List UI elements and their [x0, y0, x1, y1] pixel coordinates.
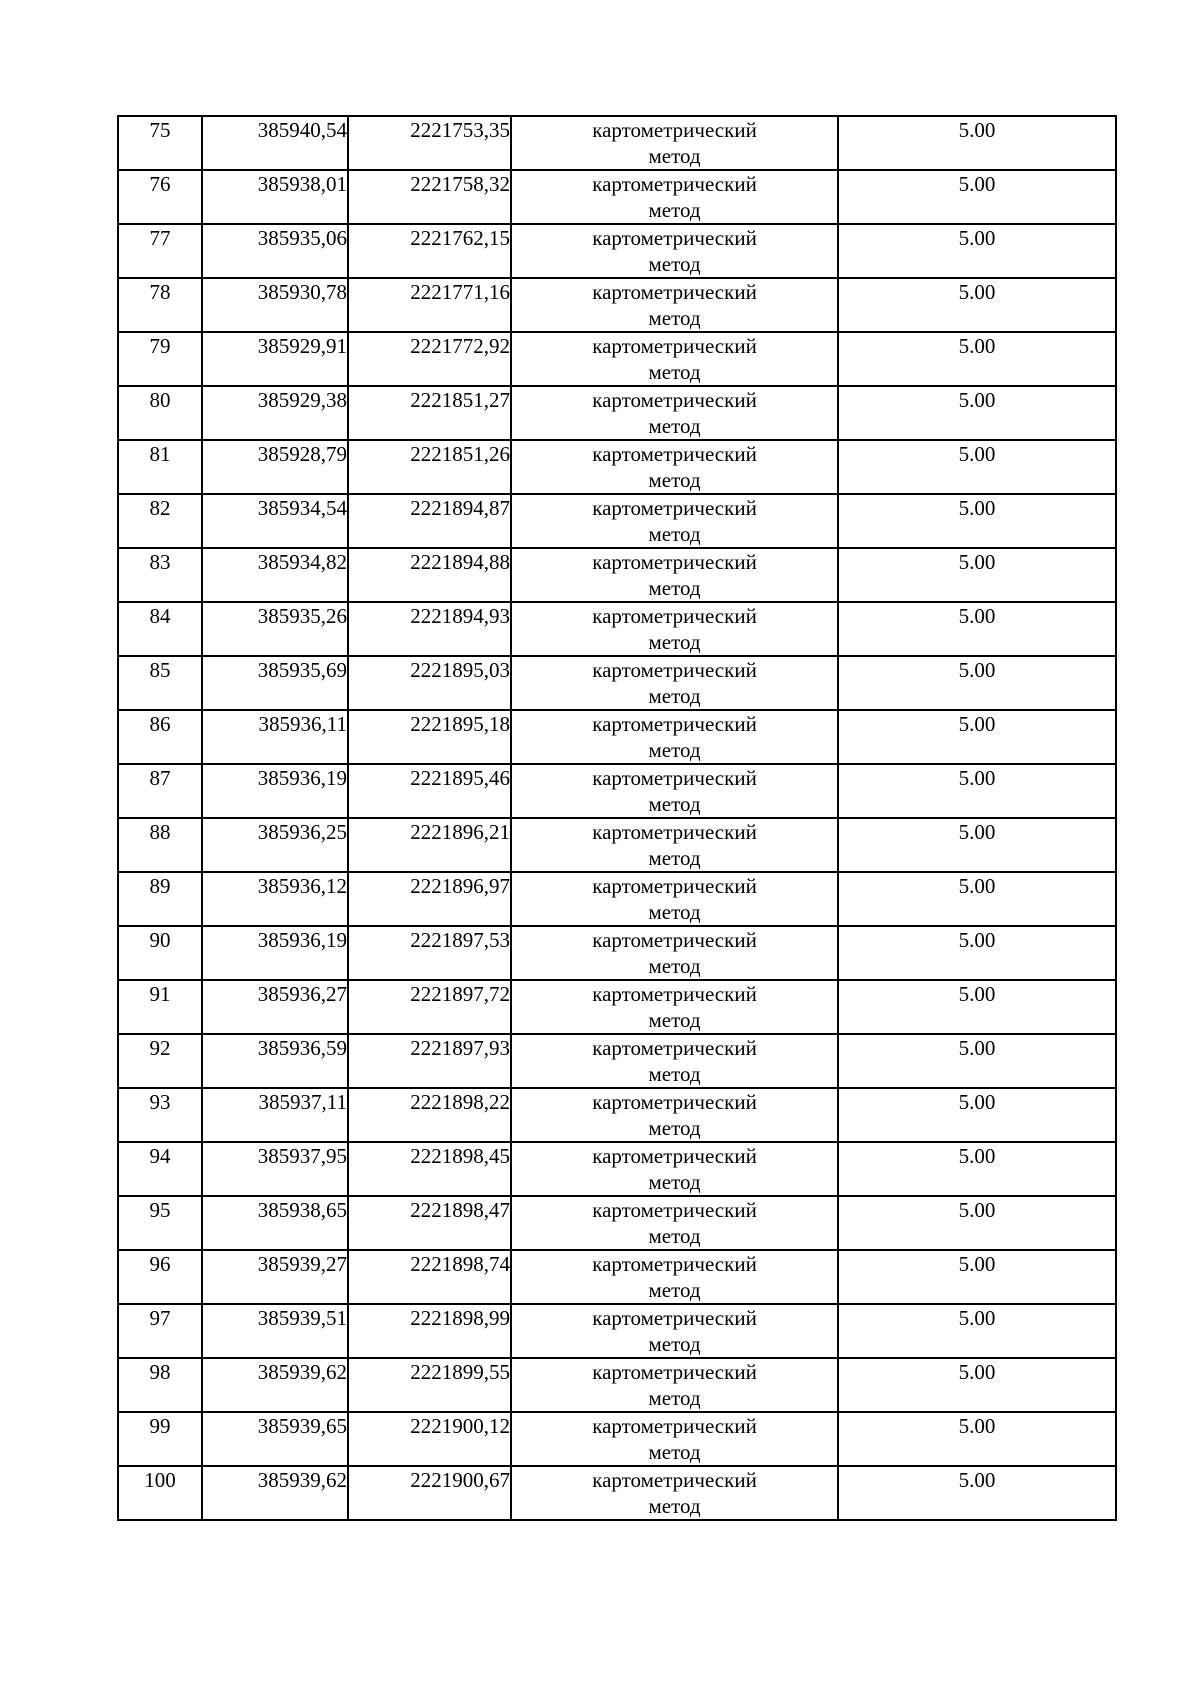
method-cell: [511, 1412, 838, 1466]
table-row: [118, 980, 1116, 1034]
method-text-line2: метод: [648, 846, 701, 870]
accuracy-cell: 5.00: [838, 1196, 1116, 1250]
method-text-line1: картометрический: [592, 1036, 757, 1060]
y-coordinate-cell: 2221898,22: [348, 1088, 511, 1142]
accuracy-cell: 5.00: [838, 872, 1116, 926]
y-coordinate-cell: 2221896,97: [348, 872, 511, 926]
point-number-cell: 90: [118, 926, 202, 980]
method-text-line1: картометрический: [592, 1468, 757, 1492]
method-text-line2: метод: [648, 792, 701, 816]
x-coordinate-cell: 385936,25: [202, 818, 348, 872]
accuracy-cell: 5.00: [838, 1304, 1116, 1358]
method-text-line2: метод: [648, 630, 701, 654]
accuracy-cell: 5.00: [838, 1358, 1116, 1412]
point-number-cell: 81: [118, 440, 202, 494]
method-text-line2: метод: [648, 1332, 701, 1356]
y-coordinate-cell: 2221897,93: [348, 1034, 511, 1088]
table-row: [118, 872, 1116, 926]
x-coordinate-cell: 385936,19: [202, 764, 348, 818]
method-text-line1: картометрический: [592, 442, 757, 466]
point-number-cell: 93: [118, 1088, 202, 1142]
accuracy-cell: 5.00: [838, 494, 1116, 548]
table-row: [118, 278, 1116, 332]
method-cell: [511, 1088, 838, 1142]
method-cell: [511, 926, 838, 980]
point-number-cell: 80: [118, 386, 202, 440]
method-cell: [511, 170, 838, 224]
method-text-line1: картометрический: [592, 604, 757, 628]
method-text-line1: картометрический: [592, 280, 757, 304]
accuracy-cell: 5.00: [838, 656, 1116, 710]
method-text-line2: метод: [648, 252, 701, 276]
accuracy-cell: 5.00: [838, 386, 1116, 440]
point-number-cell: 85: [118, 656, 202, 710]
table-row: [118, 602, 1116, 656]
point-number-cell: 86: [118, 710, 202, 764]
method-text-line2: метод: [648, 738, 701, 762]
x-coordinate-cell: 385939,65: [202, 1412, 348, 1466]
point-number-cell: 87: [118, 764, 202, 818]
method-text-line1: картометрический: [592, 874, 757, 898]
x-coordinate-cell: 385940,54: [202, 116, 348, 170]
point-number-cell: 98: [118, 1358, 202, 1412]
method-cell: [511, 656, 838, 710]
x-coordinate-cell: 385935,69: [202, 656, 348, 710]
method-cell: [511, 980, 838, 1034]
point-number-cell: 97: [118, 1304, 202, 1358]
table-row: [118, 1412, 1116, 1466]
method-cell: [511, 872, 838, 926]
y-coordinate-cell: 2221896,21: [348, 818, 511, 872]
x-coordinate-cell: 385936,11: [202, 710, 348, 764]
y-coordinate-cell: 2221772,92: [348, 332, 511, 386]
method-text-line1: картометрический: [592, 820, 757, 844]
x-coordinate-cell: 385935,26: [202, 602, 348, 656]
method-text-line2: метод: [648, 522, 701, 546]
accuracy-cell: 5.00: [838, 1088, 1116, 1142]
point-number-cell: 83: [118, 548, 202, 602]
method-cell: [511, 332, 838, 386]
x-coordinate-cell: 385934,82: [202, 548, 348, 602]
method-text-line1: картометрический: [592, 1198, 757, 1222]
table-row: [118, 1142, 1116, 1196]
method-text-line2: метод: [648, 1278, 701, 1302]
point-number-cell: 75: [118, 116, 202, 170]
method-text-line1: картометрический: [592, 1306, 757, 1330]
coordinates-table-body: [118, 116, 1116, 1520]
method-text-line1: картометрический: [592, 712, 757, 736]
point-number-cell: 92: [118, 1034, 202, 1088]
x-coordinate-cell: 385939,27: [202, 1250, 348, 1304]
method-text-line2: метод: [648, 306, 701, 330]
y-coordinate-cell: 2221898,99: [348, 1304, 511, 1358]
x-coordinate-cell: 385937,11: [202, 1088, 348, 1142]
method-text-line2: метод: [648, 1170, 701, 1194]
method-text-line1: картометрический: [592, 766, 757, 790]
y-coordinate-cell: 2221897,53: [348, 926, 511, 980]
x-coordinate-cell: 385938,65: [202, 1196, 348, 1250]
x-coordinate-cell: 385938,01: [202, 170, 348, 224]
accuracy-cell: 5.00: [838, 1466, 1116, 1520]
x-coordinate-cell: 385928,79: [202, 440, 348, 494]
y-coordinate-cell: 2221898,47: [348, 1196, 511, 1250]
y-coordinate-cell: 2221758,32: [348, 170, 511, 224]
table-row: [118, 548, 1116, 602]
method-text-line2: метод: [648, 1386, 701, 1410]
method-cell: [511, 440, 838, 494]
method-cell: [511, 1250, 838, 1304]
x-coordinate-cell: 385936,19: [202, 926, 348, 980]
y-coordinate-cell: 2221900,67: [348, 1466, 511, 1520]
accuracy-cell: 5.00: [838, 980, 1116, 1034]
y-coordinate-cell: 2221894,87: [348, 494, 511, 548]
method-cell: [511, 494, 838, 548]
point-number-cell: 89: [118, 872, 202, 926]
table-row: [118, 1196, 1116, 1250]
method-text-line1: картометрический: [592, 928, 757, 952]
method-text-line1: картометрический: [592, 226, 757, 250]
point-number-cell: 79: [118, 332, 202, 386]
accuracy-cell: 5.00: [838, 602, 1116, 656]
x-coordinate-cell: 385929,91: [202, 332, 348, 386]
accuracy-cell: 5.00: [838, 818, 1116, 872]
method-text-line2: метод: [648, 1062, 701, 1086]
method-text-line1: картометрический: [592, 334, 757, 358]
table-row: [118, 1250, 1116, 1304]
table-row: [118, 656, 1116, 710]
y-coordinate-cell: 2221895,46: [348, 764, 511, 818]
x-coordinate-cell: 385936,27: [202, 980, 348, 1034]
point-number-cell: 77: [118, 224, 202, 278]
accuracy-cell: 5.00: [838, 224, 1116, 278]
y-coordinate-cell: 2221753,35: [348, 116, 511, 170]
y-coordinate-cell: 2221771,16: [348, 278, 511, 332]
x-coordinate-cell: 385939,62: [202, 1466, 348, 1520]
method-text-line1: картометрический: [592, 1252, 757, 1276]
y-coordinate-cell: 2221851,26: [348, 440, 511, 494]
table-row: [118, 1304, 1116, 1358]
method-cell: [511, 224, 838, 278]
method-text-line2: метод: [648, 684, 701, 708]
table-row: [118, 1466, 1116, 1520]
method-text-line1: картометрический: [592, 118, 757, 142]
point-number-cell: 88: [118, 818, 202, 872]
method-cell: [511, 386, 838, 440]
method-text-line1: картометрический: [592, 388, 757, 412]
accuracy-cell: 5.00: [838, 440, 1116, 494]
accuracy-cell: 5.00: [838, 116, 1116, 170]
accuracy-cell: 5.00: [838, 926, 1116, 980]
method-text-line1: картометрический: [592, 1360, 757, 1384]
table-row: [118, 170, 1116, 224]
method-cell: [511, 1304, 838, 1358]
coordinates-table: [117, 115, 1117, 1521]
method-text-line2: метод: [648, 954, 701, 978]
table-row: [118, 710, 1116, 764]
method-cell: [511, 548, 838, 602]
accuracy-cell: 5.00: [838, 710, 1116, 764]
table-row: [118, 332, 1116, 386]
method-text-line1: картометрический: [592, 1090, 757, 1114]
accuracy-cell: 5.00: [838, 1412, 1116, 1466]
point-number-cell: 95: [118, 1196, 202, 1250]
method-text-line1: картометрический: [592, 172, 757, 196]
point-number-cell: 78: [118, 278, 202, 332]
method-cell: [511, 278, 838, 332]
method-cell: [511, 1358, 838, 1412]
method-text-line1: картометрический: [592, 982, 757, 1006]
method-text-line2: метод: [648, 576, 701, 600]
method-text-line2: метод: [648, 1008, 701, 1032]
method-text-line1: картометрический: [592, 658, 757, 682]
y-coordinate-cell: 2221897,72: [348, 980, 511, 1034]
method-cell: [511, 710, 838, 764]
y-coordinate-cell: 2221894,93: [348, 602, 511, 656]
x-coordinate-cell: 385939,62: [202, 1358, 348, 1412]
method-text-line1: картометрический: [592, 550, 757, 574]
table-row: [118, 818, 1116, 872]
y-coordinate-cell: 2221898,74: [348, 1250, 511, 1304]
point-number-cell: 96: [118, 1250, 202, 1304]
method-cell: [511, 116, 838, 170]
table-row: [118, 1088, 1116, 1142]
y-coordinate-cell: 2221894,88: [348, 548, 511, 602]
point-number-cell: 94: [118, 1142, 202, 1196]
point-number-cell: 99: [118, 1412, 202, 1466]
y-coordinate-cell: 2221900,12: [348, 1412, 511, 1466]
method-text-line1: картометрический: [592, 1414, 757, 1438]
y-coordinate-cell: 2221895,18: [348, 710, 511, 764]
method-text-line2: метод: [648, 144, 701, 168]
table-row: [118, 926, 1116, 980]
method-text-line2: метод: [648, 1494, 701, 1518]
x-coordinate-cell: 385929,38: [202, 386, 348, 440]
method-text-line2: метод: [648, 900, 701, 924]
method-cell: [511, 764, 838, 818]
x-coordinate-cell: 385937,95: [202, 1142, 348, 1196]
point-number-cell: 76: [118, 170, 202, 224]
table-row: [118, 386, 1116, 440]
accuracy-cell: 5.00: [838, 764, 1116, 818]
y-coordinate-cell: 2221898,45: [348, 1142, 511, 1196]
table-row: [118, 440, 1116, 494]
table-row: [118, 1358, 1116, 1412]
method-text-line2: метод: [648, 468, 701, 492]
method-text-line2: метод: [648, 1440, 701, 1464]
method-text-line2: метод: [648, 198, 701, 222]
method-text-line2: метод: [648, 1224, 701, 1248]
method-cell: [511, 1034, 838, 1088]
method-text-line2: метод: [648, 414, 701, 438]
accuracy-cell: 5.00: [838, 1034, 1116, 1088]
method-cell: [511, 1466, 838, 1520]
accuracy-cell: 5.00: [838, 1142, 1116, 1196]
accuracy-cell: 5.00: [838, 548, 1116, 602]
method-text-line2: метод: [648, 1116, 701, 1140]
x-coordinate-cell: 385939,51: [202, 1304, 348, 1358]
method-cell: [511, 818, 838, 872]
point-number-cell: 91: [118, 980, 202, 1034]
y-coordinate-cell: 2221895,03: [348, 656, 511, 710]
accuracy-cell: 5.00: [838, 170, 1116, 224]
accuracy-cell: 5.00: [838, 1250, 1116, 1304]
method-cell: [511, 1196, 838, 1250]
method-text-line1: картометрический: [592, 496, 757, 520]
x-coordinate-cell: 385934,54: [202, 494, 348, 548]
x-coordinate-cell: 385936,12: [202, 872, 348, 926]
y-coordinate-cell: 2221851,27: [348, 386, 511, 440]
method-text-line1: картометрический: [592, 1144, 757, 1168]
table-row: [118, 224, 1116, 278]
x-coordinate-cell: 385930,78: [202, 278, 348, 332]
point-number-cell: 82: [118, 494, 202, 548]
table-row: [118, 494, 1116, 548]
table-row: [118, 1034, 1116, 1088]
table-row: [118, 764, 1116, 818]
x-coordinate-cell: 385935,06: [202, 224, 348, 278]
point-number-cell: 84: [118, 602, 202, 656]
method-cell: [511, 602, 838, 656]
y-coordinate-cell: 2221762,15: [348, 224, 511, 278]
method-cell: [511, 1142, 838, 1196]
accuracy-cell: 5.00: [838, 278, 1116, 332]
y-coordinate-cell: 2221899,55: [348, 1358, 511, 1412]
table-row: [118, 116, 1116, 170]
accuracy-cell: 5.00: [838, 332, 1116, 386]
x-coordinate-cell: 385936,59: [202, 1034, 348, 1088]
method-text-line2: метод: [648, 360, 701, 384]
point-number-cell: 100: [118, 1466, 202, 1520]
